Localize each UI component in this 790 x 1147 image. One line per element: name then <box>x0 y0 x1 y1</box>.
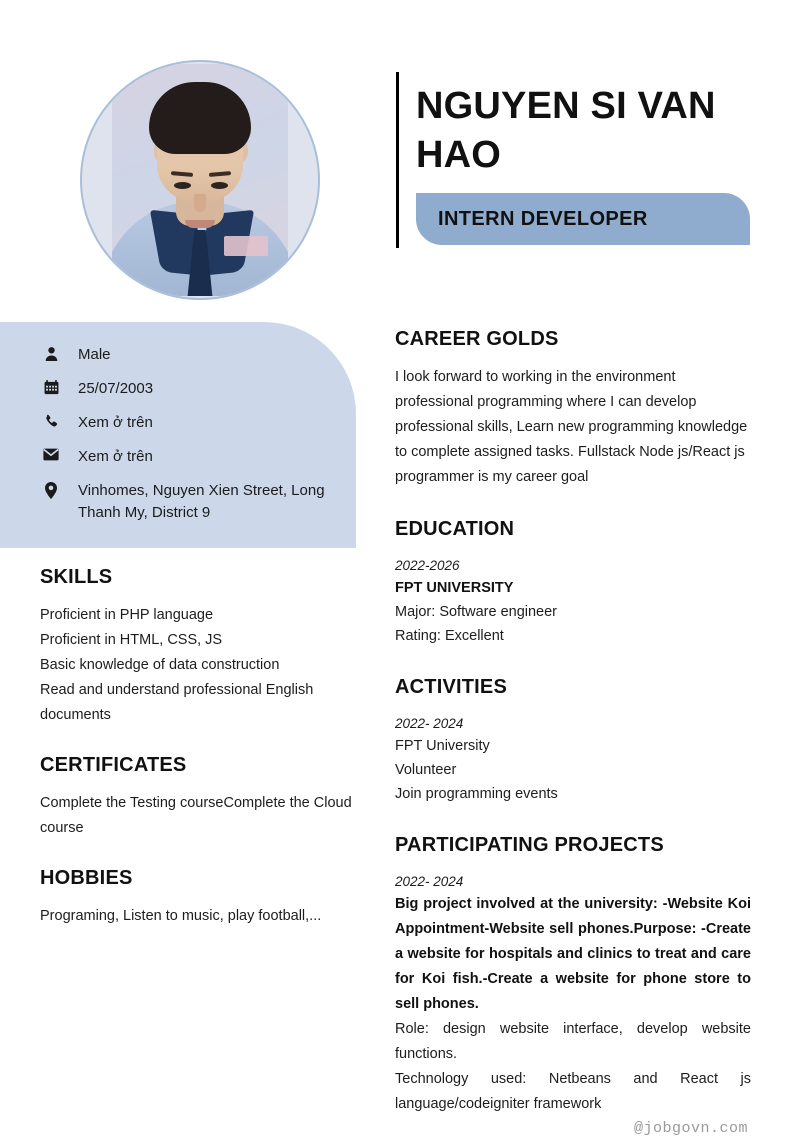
section-skills <box>40 566 352 728</box>
section-education <box>395 518 751 648</box>
contact-row-gender <box>40 344 340 366</box>
contact-value-birthdate: 25/07/2003 <box>78 380 154 397</box>
photo-name-badge <box>224 236 268 256</box>
photo-eye-left <box>211 182 228 189</box>
education-organization: FPT UNIVERSITY <box>395 580 514 596</box>
photo-mouth <box>185 220 215 228</box>
contact-row-address <box>40 480 340 524</box>
photo-eye-right <box>174 182 191 189</box>
education-major: Major: Software engineer <box>395 604 557 620</box>
right-column <box>395 328 751 1117</box>
projects-role: Role: design website interface, develop website functions. <box>395 1021 751 1062</box>
page-title: NGUYEN SI VAN HAO <box>416 85 716 176</box>
projects-summary: Big project involved at the university: -Website Koi Appointment-Website sell phones.Purpose: -Create a website for hospitals and clinics to treat and care for Koi fish.-Create a website for phone store to sell phones. <box>395 896 751 1012</box>
contact-row-phone <box>40 412 340 434</box>
activities-date: 2022- 2024 <box>395 716 464 731</box>
skill-item: Basic knowledge of data construction <box>40 657 280 673</box>
hobbies-text: Programing, Listen to music, play football,... <box>40 908 322 924</box>
activities-detail: Join programming events <box>395 786 558 802</box>
hobbies-heading: HOBBIES <box>40 867 133 889</box>
email-icon <box>40 446 62 461</box>
skill-item: Proficient in PHP language <box>40 607 214 623</box>
contact-value-phone: Xem ở trên <box>78 414 153 431</box>
section-hobbies <box>40 867 352 929</box>
projects-technology: Technology used: Netbeans and React js language/codeigniter framework <box>395 1071 751 1112</box>
portrait-photo <box>112 64 288 296</box>
calendar-icon <box>40 378 62 395</box>
section-career-goals <box>395 328 751 490</box>
contact-row-email <box>40 446 340 468</box>
person-icon <box>40 344 62 362</box>
contact-list <box>40 344 340 524</box>
activities-role: Volunteer <box>395 762 457 778</box>
watermark: @jobgovn.com <box>633 1120 748 1137</box>
job-title-label: INTERN DEVELOPER <box>438 207 648 230</box>
name-accent-rule <box>396 72 399 248</box>
contact-value-gender: Male <box>78 346 111 363</box>
section-certificates <box>40 754 352 841</box>
name-block <box>416 82 756 180</box>
activities-heading: ACTIVITIES <box>395 676 508 698</box>
projects-date: 2022- 2024 <box>395 874 464 889</box>
contact-row-birthdate <box>40 378 340 400</box>
section-activities <box>395 676 751 806</box>
photo-brow-right <box>171 171 193 177</box>
skills-heading: SKILLS <box>40 566 113 588</box>
contact-value-email: Xem ở trên <box>78 448 153 465</box>
photo-hair <box>149 82 251 154</box>
career-text: I look forward to working in the environment professional programming where I can develop professional skills, Learn new programming knowledge to complete assigned tasks. Fullstack Node js/React js programmer is my career goal <box>395 369 748 485</box>
left-column <box>40 566 352 929</box>
certificates-text: Complete the Testing courseComplete the Cloud course <box>40 795 352 836</box>
activities-organization: FPT University <box>395 738 490 754</box>
photo-nose <box>194 194 206 212</box>
education-heading: EDUCATION <box>395 518 515 540</box>
projects-heading: PARTICIPATING PROJECTS <box>395 834 664 856</box>
contact-value-address: Vinhomes, Nguyen Xien Street, Long Thanh My, District 9 <box>78 482 325 521</box>
photo-brow-left <box>209 171 231 177</box>
phone-icon <box>40 412 62 429</box>
education-date: 2022-2026 <box>395 558 460 573</box>
skill-item: Read and understand professional English documents <box>40 682 314 723</box>
job-title-badge <box>416 193 750 245</box>
certificates-heading: CERTIFICATES <box>40 754 187 776</box>
career-heading: CAREER GOLDS <box>395 328 559 350</box>
location-icon <box>40 480 62 499</box>
skill-item: Proficient in HTML, CSS, JS <box>40 632 223 648</box>
education-rating: Rating: Excellent <box>395 628 504 644</box>
avatar <box>80 60 320 300</box>
section-projects <box>395 834 751 1117</box>
